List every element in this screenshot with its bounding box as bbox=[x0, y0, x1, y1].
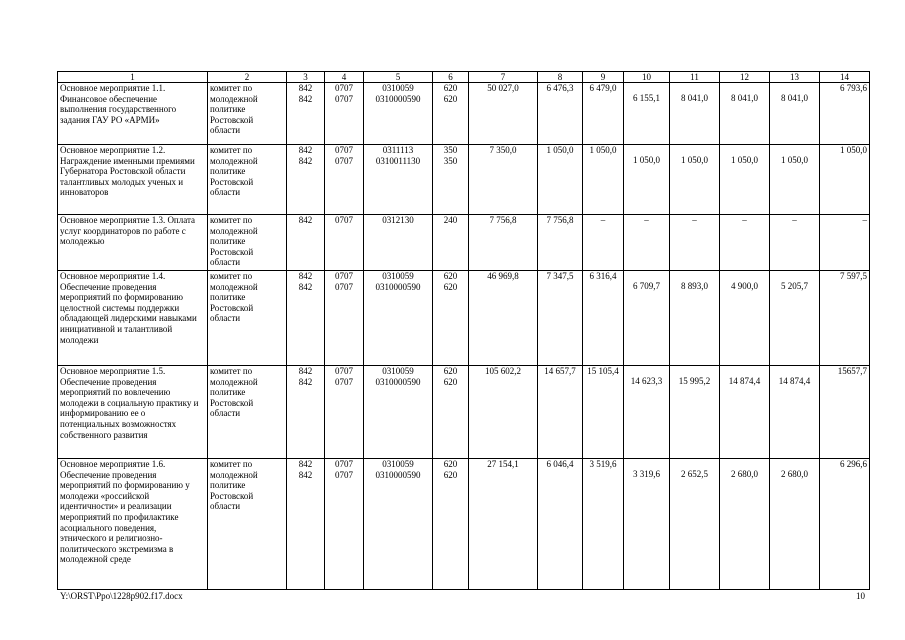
year-5-amount-value: 14 874,4 bbox=[728, 376, 761, 386]
grbs-code-value: 842 bbox=[298, 271, 313, 281]
activity-name bbox=[58, 145, 208, 215]
year-1-amount-value: 7 756,8 bbox=[546, 215, 574, 225]
activity-name-value: Основное мероприятие 1.1. Финансовое обеспечение выполнения государственного задания ГАУ РО «АРМИ» bbox=[60, 83, 177, 125]
column-header: 10 bbox=[624, 72, 670, 83]
year-7-amount bbox=[820, 145, 870, 215]
year-4-amount-value: 8 893,0 bbox=[681, 281, 708, 291]
expense-type-code-value: 350 bbox=[443, 155, 458, 166]
year-2-amount bbox=[583, 366, 624, 459]
year-1-amount-value: 14 657,7 bbox=[544, 366, 576, 376]
year-3-amount bbox=[624, 459, 670, 590]
year-4-amount-value: 1 050,0 bbox=[681, 155, 708, 165]
section-code-value: 0707 bbox=[335, 459, 353, 469]
table-row bbox=[58, 271, 870, 366]
table-row bbox=[58, 145, 870, 215]
year-7-amount bbox=[820, 271, 870, 366]
column-header: 12 bbox=[720, 72, 770, 83]
year-2-amount bbox=[583, 459, 624, 590]
column-header: 7 bbox=[469, 72, 538, 83]
year-2-amount-value: 15 105,4 bbox=[587, 366, 619, 376]
year-7-amount bbox=[820, 366, 870, 459]
year-3-amount bbox=[624, 271, 670, 366]
year-5-amount bbox=[720, 459, 770, 590]
section-code bbox=[325, 366, 364, 459]
executor bbox=[208, 145, 287, 215]
target-article-code-value: 0312130 bbox=[382, 215, 414, 225]
grbs-code-value: 842 bbox=[298, 366, 313, 376]
year-6-amount bbox=[770, 215, 820, 271]
executor bbox=[208, 366, 287, 459]
target-article-code bbox=[364, 145, 433, 215]
year-7-amount-value: 6 793,6 bbox=[840, 83, 867, 93]
table-row bbox=[58, 215, 870, 271]
section-code-value: 0707 bbox=[335, 271, 353, 281]
target-article-code bbox=[364, 271, 433, 366]
executor bbox=[208, 83, 287, 145]
section-code-value: 0707 bbox=[335, 215, 353, 225]
year-2-amount-value: – bbox=[600, 215, 606, 225]
target-article-code-value: 0310000590 bbox=[375, 376, 421, 387]
year-6-amount-value: 14 874,4 bbox=[778, 376, 811, 386]
table-row bbox=[58, 366, 870, 459]
expense-type-code-value: 620 bbox=[443, 83, 458, 93]
grbs-code bbox=[287, 145, 325, 215]
year-4-amount bbox=[670, 145, 720, 215]
year-3-amount bbox=[624, 215, 670, 271]
year-6-amount-value: 8 041,0 bbox=[781, 93, 808, 103]
expense-type-code bbox=[433, 459, 469, 590]
column-header: 13 bbox=[770, 72, 820, 83]
table-row bbox=[58, 459, 870, 590]
target-article-code-value: 0310000590 bbox=[375, 469, 421, 480]
year-3-amount-value: 6 155,1 bbox=[633, 93, 660, 103]
year-4-amount-value: 15 995,2 bbox=[678, 376, 711, 386]
expense-type-code bbox=[433, 145, 469, 215]
column-header: 11 bbox=[670, 72, 720, 83]
target-article-code bbox=[364, 459, 433, 590]
year-5-amount bbox=[720, 366, 770, 459]
total-amount-value: 46 969,8 bbox=[487, 271, 519, 281]
year-7-amount-value: – bbox=[862, 215, 867, 225]
year-5-amount bbox=[720, 83, 770, 145]
expense-type-code bbox=[433, 83, 469, 145]
year-5-amount-value: 2 680,0 bbox=[731, 469, 758, 479]
expense-type-code-value: 240 bbox=[443, 215, 458, 225]
total-amount bbox=[469, 459, 538, 590]
executor bbox=[208, 459, 287, 590]
target-article-code-value: 0310059 bbox=[382, 83, 414, 93]
year-3-amount bbox=[624, 83, 670, 145]
year-2-amount bbox=[583, 271, 624, 366]
year-7-amount-value: 1 050,0 bbox=[840, 145, 867, 155]
section-code-value: 0707 bbox=[335, 469, 353, 480]
executor-value: комитет по молодежной политике Ростовской области bbox=[210, 215, 258, 268]
year-5-amount-value: 8 041,0 bbox=[731, 93, 758, 103]
year-6-amount-value: 1 050,0 bbox=[781, 155, 808, 165]
section-code bbox=[325, 459, 364, 590]
target-article-code-value: 0310000590 bbox=[375, 93, 421, 104]
year-4-amount-value: – bbox=[692, 215, 697, 225]
year-3-amount-value: 14 623,3 bbox=[630, 376, 663, 386]
year-1-amount-value: 6 476,3 bbox=[546, 83, 574, 93]
year-7-amount bbox=[820, 459, 870, 590]
target-article-code bbox=[364, 215, 433, 271]
section-code-value: 0707 bbox=[335, 366, 353, 376]
total-amount-value: 105 602,2 bbox=[485, 366, 521, 376]
grbs-code-value: 842 bbox=[298, 155, 313, 166]
column-header: 9 bbox=[583, 72, 624, 83]
year-1-amount bbox=[538, 271, 583, 366]
column-header: 5 bbox=[364, 72, 433, 83]
grbs-code-value: 842 bbox=[298, 215, 313, 225]
expense-type-code-value: 620 bbox=[443, 459, 458, 469]
year-2-amount bbox=[583, 215, 624, 271]
year-1-amount-value: 1 050,0 bbox=[546, 145, 574, 155]
grbs-code bbox=[287, 215, 325, 271]
year-1-amount bbox=[538, 366, 583, 459]
expense-type-code-value: 620 bbox=[443, 376, 458, 387]
year-4-amount bbox=[670, 215, 720, 271]
executor-value: комитет по молодежной политике Ростовской области bbox=[210, 459, 258, 512]
executor bbox=[208, 271, 287, 366]
year-3-amount-value: 6 709,7 bbox=[633, 281, 660, 291]
expense-type-code-value: 620 bbox=[443, 93, 458, 104]
year-6-amount-value: 5 205,7 bbox=[781, 281, 808, 291]
grbs-code bbox=[287, 366, 325, 459]
section-code-value: 0707 bbox=[335, 145, 353, 155]
year-3-amount-value: 3 319,6 bbox=[633, 469, 660, 479]
grbs-code-value: 842 bbox=[298, 469, 313, 480]
total-amount-value: 7 756,8 bbox=[489, 215, 517, 225]
table-row bbox=[58, 83, 870, 145]
activity-name-value: Основное мероприятие 1.3. Оплата услуг координаторов по работе с молодежью bbox=[60, 215, 196, 247]
year-3-amount bbox=[624, 366, 670, 459]
grbs-code bbox=[287, 271, 325, 366]
year-3-amount bbox=[624, 145, 670, 215]
section-code-value: 0707 bbox=[335, 155, 353, 166]
target-article-code-value: 0310059 bbox=[382, 459, 414, 469]
year-7-amount-value: 15657,7 bbox=[837, 366, 867, 376]
activity-name-value: Основное мероприятие 1.4. Обеспечение проведения мероприятий по формированию целостной системы поддержки обладающей лидерскими навыками инициативной и талантливой молодежи bbox=[60, 271, 197, 345]
grbs-code-value: 842 bbox=[298, 459, 313, 469]
year-7-amount-value: 7 597,5 bbox=[840, 271, 867, 281]
year-2-amount-value: 6 479,0 bbox=[589, 83, 617, 93]
expense-type-code-value: 620 bbox=[443, 281, 458, 292]
total-amount bbox=[469, 366, 538, 459]
expense-type-code-value: 620 bbox=[443, 469, 458, 480]
file-path: Y:\ORST\Ppo\1228p902.f17.docx bbox=[60, 591, 183, 601]
year-5-amount bbox=[720, 145, 770, 215]
total-amount bbox=[469, 271, 538, 366]
year-1-amount bbox=[538, 215, 583, 271]
year-2-amount-value: 1 050,0 bbox=[589, 145, 617, 155]
target-article-code bbox=[364, 83, 433, 145]
year-4-amount bbox=[670, 271, 720, 366]
year-5-amount bbox=[720, 271, 770, 366]
year-5-amount bbox=[720, 215, 770, 271]
grbs-code bbox=[287, 83, 325, 145]
section-code-value: 0707 bbox=[335, 83, 353, 93]
activity-name bbox=[58, 271, 208, 366]
target-article-code bbox=[364, 366, 433, 459]
year-6-amount bbox=[770, 459, 820, 590]
activity-name-value: Основное мероприятие 1.6. Обеспечение проведения мероприятий по формированию у молодежи «российской идентичности» и реализации мероприятий по профилактике асоциального поведения, этнического и религиозно-политического экстремизма в молодежной среде bbox=[60, 459, 190, 565]
grbs-code-value: 842 bbox=[298, 145, 313, 155]
year-1-amount bbox=[538, 459, 583, 590]
section-code-value: 0707 bbox=[335, 376, 353, 387]
column-header: 2 bbox=[208, 72, 287, 83]
expense-type-code-value: 620 bbox=[443, 366, 458, 376]
grbs-code-value: 842 bbox=[298, 93, 313, 104]
activity-name-value: Основное мероприятие 1.5. Обеспечение проведения мероприятий по вовлечению молодежи в социальную практику и информированию ее о потенциальных возможностях собственного развития bbox=[60, 366, 199, 440]
year-4-amount bbox=[670, 366, 720, 459]
executor bbox=[208, 215, 287, 271]
grbs-code-value: 842 bbox=[298, 83, 313, 93]
column-header: 14 bbox=[820, 72, 870, 83]
target-article-code-value: 0310011130 bbox=[375, 155, 421, 166]
total-amount bbox=[469, 215, 538, 271]
target-article-code-value: 0310059 bbox=[382, 271, 414, 281]
executor-value: комитет по молодежной политике Ростовской области bbox=[210, 145, 258, 198]
executor-value: комитет по молодежной политике Ростовской области bbox=[210, 271, 258, 324]
column-header: 3 bbox=[287, 72, 325, 83]
column-header: 6 bbox=[433, 72, 469, 83]
year-6-amount-value: – bbox=[792, 215, 797, 225]
section-code bbox=[325, 215, 364, 271]
year-6-amount bbox=[770, 366, 820, 459]
year-6-amount bbox=[770, 271, 820, 366]
total-amount-value: 27 154,1 bbox=[487, 459, 519, 469]
column-header: 1 bbox=[58, 72, 208, 83]
activity-name bbox=[58, 83, 208, 145]
year-3-amount-value: 1 050,0 bbox=[633, 155, 660, 165]
executor-value: комитет по молодежной политике Ростовской области bbox=[210, 83, 258, 136]
activity-name-value: Основное мероприятие 1.2. Награждение именными премиями Губернатора Ростовской области талантливых молодых ученых и инноваторов bbox=[60, 145, 195, 198]
activity-name bbox=[58, 215, 208, 271]
year-6-amount-value: 2 680,0 bbox=[781, 469, 808, 479]
total-amount-value: 7 350,0 bbox=[489, 145, 517, 155]
grbs-code bbox=[287, 459, 325, 590]
section-code bbox=[325, 83, 364, 145]
year-2-amount-value: 6 316,4 bbox=[589, 271, 617, 281]
expense-type-code bbox=[433, 215, 469, 271]
year-5-amount-value: – bbox=[742, 215, 747, 225]
year-4-amount bbox=[670, 83, 720, 145]
year-1-amount-value: 6 046,4 bbox=[546, 459, 574, 469]
grbs-code-value: 842 bbox=[298, 376, 313, 387]
year-7-amount bbox=[820, 83, 870, 145]
year-7-amount bbox=[820, 215, 870, 271]
target-article-code-value: 0310000590 bbox=[375, 281, 421, 292]
expense-type-code bbox=[433, 366, 469, 459]
year-1-amount bbox=[538, 145, 583, 215]
year-6-amount bbox=[770, 145, 820, 215]
year-7-amount-value: 6 296,6 bbox=[840, 459, 867, 469]
expense-type-code-value: 350 bbox=[443, 145, 458, 155]
year-1-amount-value: 7 347,5 bbox=[546, 271, 574, 281]
total-amount-value: 50 027,0 bbox=[487, 83, 519, 93]
year-4-amount-value: 2 652,5 bbox=[681, 469, 708, 479]
year-5-amount-value: 4 900,0 bbox=[731, 281, 758, 291]
target-article-code-value: 0311113 bbox=[382, 145, 414, 155]
total-amount bbox=[469, 145, 538, 215]
section-code bbox=[325, 145, 364, 215]
year-4-amount bbox=[670, 459, 720, 590]
year-6-amount bbox=[770, 83, 820, 145]
expense-type-code bbox=[433, 271, 469, 366]
year-1-amount bbox=[538, 83, 583, 145]
activity-name bbox=[58, 366, 208, 459]
expense-type-code-value: 620 bbox=[443, 271, 458, 281]
grbs-code-value: 842 bbox=[298, 281, 313, 292]
target-article-code-value: 0310059 bbox=[382, 366, 414, 376]
year-2-amount bbox=[583, 83, 624, 145]
year-4-amount-value: 8 041,0 bbox=[681, 93, 708, 103]
year-5-amount-value: 1 050,0 bbox=[731, 155, 758, 165]
column-header: 8 bbox=[538, 72, 583, 83]
budget-table bbox=[57, 71, 870, 590]
section-code-value: 0707 bbox=[335, 93, 353, 104]
section-code-value: 0707 bbox=[335, 281, 353, 292]
total-amount bbox=[469, 83, 538, 145]
header-row bbox=[58, 72, 870, 83]
year-3-amount-value: – bbox=[644, 215, 649, 225]
activity-name bbox=[58, 459, 208, 590]
column-header: 4 bbox=[325, 72, 364, 83]
year-2-amount bbox=[583, 145, 624, 215]
page-number: 10 bbox=[856, 591, 865, 601]
section-code bbox=[325, 271, 364, 366]
executor-value: комитет по молодежной политике Ростовской области bbox=[210, 366, 258, 419]
year-2-amount-value: 3 519,6 bbox=[589, 459, 617, 469]
